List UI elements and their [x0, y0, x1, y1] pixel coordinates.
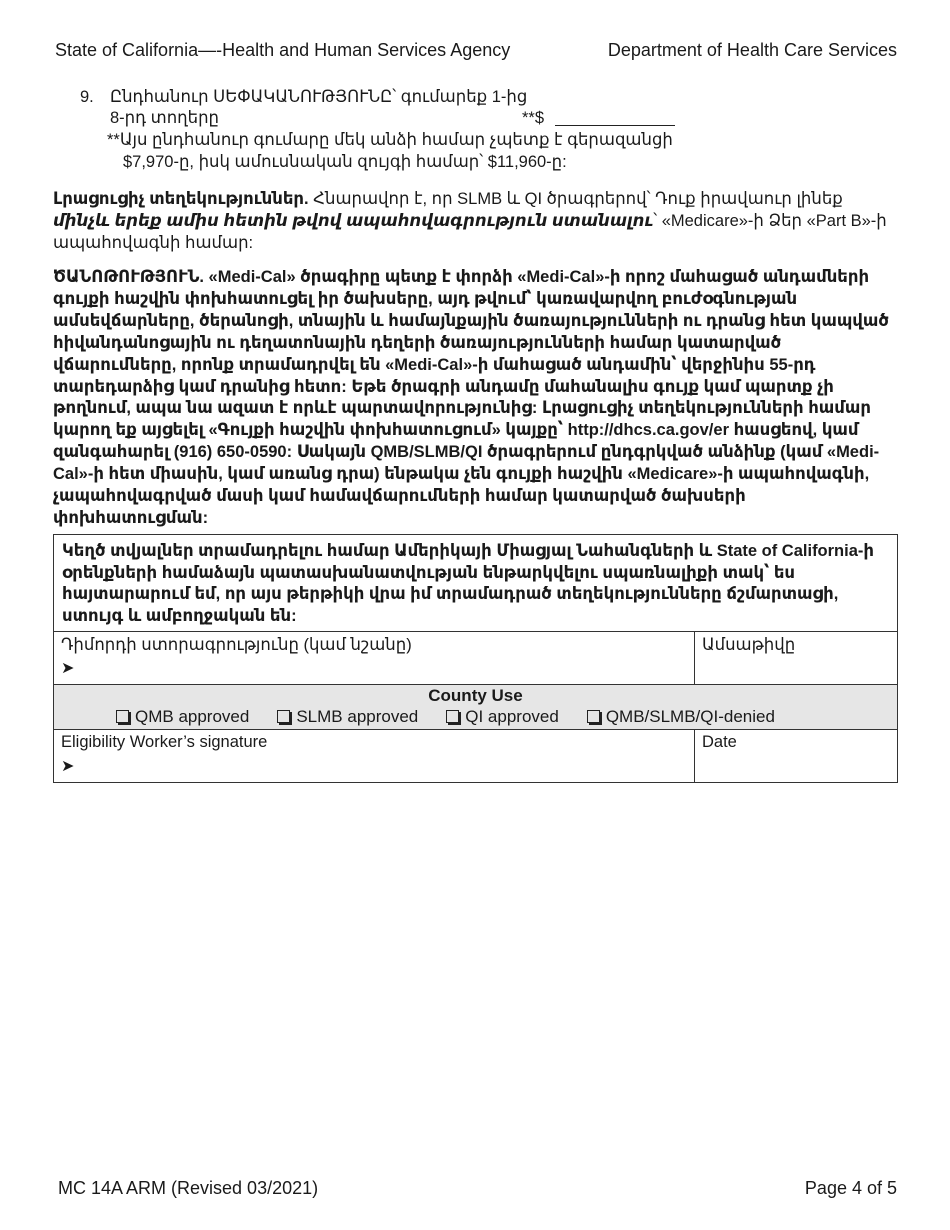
item-9-note-line1: **Այս ընդհանուր գումարը մեկ անձի համար չպետք է գերազանցի: [107, 131, 673, 149]
additional-info-emphasis: մինչև երեք ամիս հետին թվով ապահովագրություն ստանալու: [53, 212, 654, 230]
header-agency: State of California—-Health and Human Services Agency: [55, 40, 511, 60]
checkbox-icon: [587, 710, 600, 723]
qmb-approved-label: QMB approved: [135, 707, 250, 726]
worker-signature-field[interactable]: [54, 730, 695, 782]
qi-approved-label: QI approved: [465, 707, 559, 726]
applicant-signature-row: [54, 632, 897, 685]
declaration-box: [53, 534, 898, 783]
declaration-statement: Կեղծ տվյալներ տրամադրելու համար Ամերիկայի Միացյալ Նահանգների և State of California-ի օրենքների համաձայն պատասխանատվության ենթարկվելու սպառնալիքի տակ՝ ես հայտարարում եմ, որ այս թերթիկի վրա իմ տրամադրած տեղեկությունները ճշմարտացի, ստույգ և ամբողջական են:: [54, 535, 897, 632]
header-department: Department of Health Care Services: [607, 40, 897, 60]
applicant-date-label: Ամսաթիվը: [702, 636, 796, 654]
applicant-signature-field[interactable]: [54, 632, 695, 684]
slmb-approved-checkbox[interactable]: [277, 707, 418, 727]
item-9-label-line1: Ընդհանուր ՍԵՓԱԿԱՆՈՒԹՅՈՒՆԸ՝ գումարեք 1-ից: [110, 88, 528, 106]
additional-info-label: Լրացուցիչ տեղեկություններ.: [53, 190, 309, 208]
additional-info-paragraph: [53, 188, 898, 254]
additional-info-text-b: ՝ «Medicare»-ի Ձեր «Part B»-ի ապահովագնի համար:: [53, 212, 887, 252]
worker-date-field[interactable]: [695, 730, 897, 782]
arrow-right-icon: ➤: [61, 660, 75, 677]
county-use-title: County Use: [428, 686, 523, 705]
worker-signature-label: Eligibility Worker’s signature: [61, 733, 268, 751]
arrow-right-icon: ➤: [61, 758, 75, 775]
notice-paragraph: ԾԱՆՈԹՈՒԹՅՈՒՆ. «Medi-Cal» ծրագիրը պետք է փորձի «Medi-Cal»-ի որոշ մահացած անդամների գույքի հաշվին փոխհատուցել իր ծախսերը, այդ թվում՝ կառավարվող բուժօգնության ամսեվճարները, ծերանոցի, տնային և համայնքային ծառայությունների ու դրանց հետ կապված հիվանդանոցային ու դեղատոնային դեղերի ծառայությունների համար կատարված վճարումները, որոնք տրամադրվել են «Medi-Cal»-ի մահացած անդամին՝ վերջինիս 55-րդ տարեդարձից կամ դրանից հետո: Եթե ծրագրի անդամը մահանալիս գույք կամ պարտք չի թողնում, ապա նա ազատ է որևէ պարտավորությունից: Լրացուցիչ տեղեկությունների համար կարող եք այցելել «Գույքի հաշվին փոխհատուցում» կայքը՝ http://dhcs.ca.gov/er հասցեով, կամ զանգահարել (916) 650-0590: Սակայն QMB/SLMB/QI ծրագրերում ընդգրկված անձինք (կամ «Medi-Cal»-ի հետ միասին, կամ առանց դրա) ենթակա չեն գույքի հաշվին «Medicare»-ի ապահովագնի, չապահովագրված մասի կամ համավճարումների համար կատարված ծախսերի փոխհատուցման:: [53, 268, 889, 527]
slmb-approved-label: SLMB approved: [296, 707, 419, 726]
checkbox-icon: [446, 710, 459, 723]
worker-signature-row: [54, 730, 897, 782]
applicant-date-field[interactable]: [695, 632, 897, 684]
qi-approved-checkbox[interactable]: [446, 707, 559, 727]
item-9-amount-label: **$: [522, 109, 545, 127]
additional-info-text-a: Հնարավոր է, որ SLMB և QI ծրագրերով՝ Դուք իրավաուր լինեք: [308, 190, 843, 208]
footer-form-id: MC 14A ARM (Revised 03/2021): [58, 1178, 319, 1198]
checkbox-icon: [116, 710, 129, 723]
qmb-approved-checkbox[interactable]: [116, 707, 249, 727]
footer-page-number: Page 4 of 5: [804, 1178, 897, 1198]
item-9-number: 9.: [80, 88, 94, 106]
worker-date-label: Date: [702, 733, 737, 751]
checkbox-icon: [277, 710, 290, 723]
denied-label: QMB/SLMB/QI-denied: [605, 707, 775, 726]
item-9-label-line2: 8-րդ տողերը: [110, 109, 220, 127]
county-use-options: [116, 707, 803, 727]
denied-checkbox[interactable]: [587, 707, 775, 727]
county-use-section: [54, 685, 897, 730]
item-9-amount-field[interactable]: [555, 125, 675, 126]
applicant-signature-label: Դիմորդի ստորագրությունը (կամ նշանը): [61, 636, 412, 654]
item-9-note-line2: $7,970-ը, իսկ ամուսնական զույգի համար՝ $11,960-ը:: [123, 153, 567, 171]
